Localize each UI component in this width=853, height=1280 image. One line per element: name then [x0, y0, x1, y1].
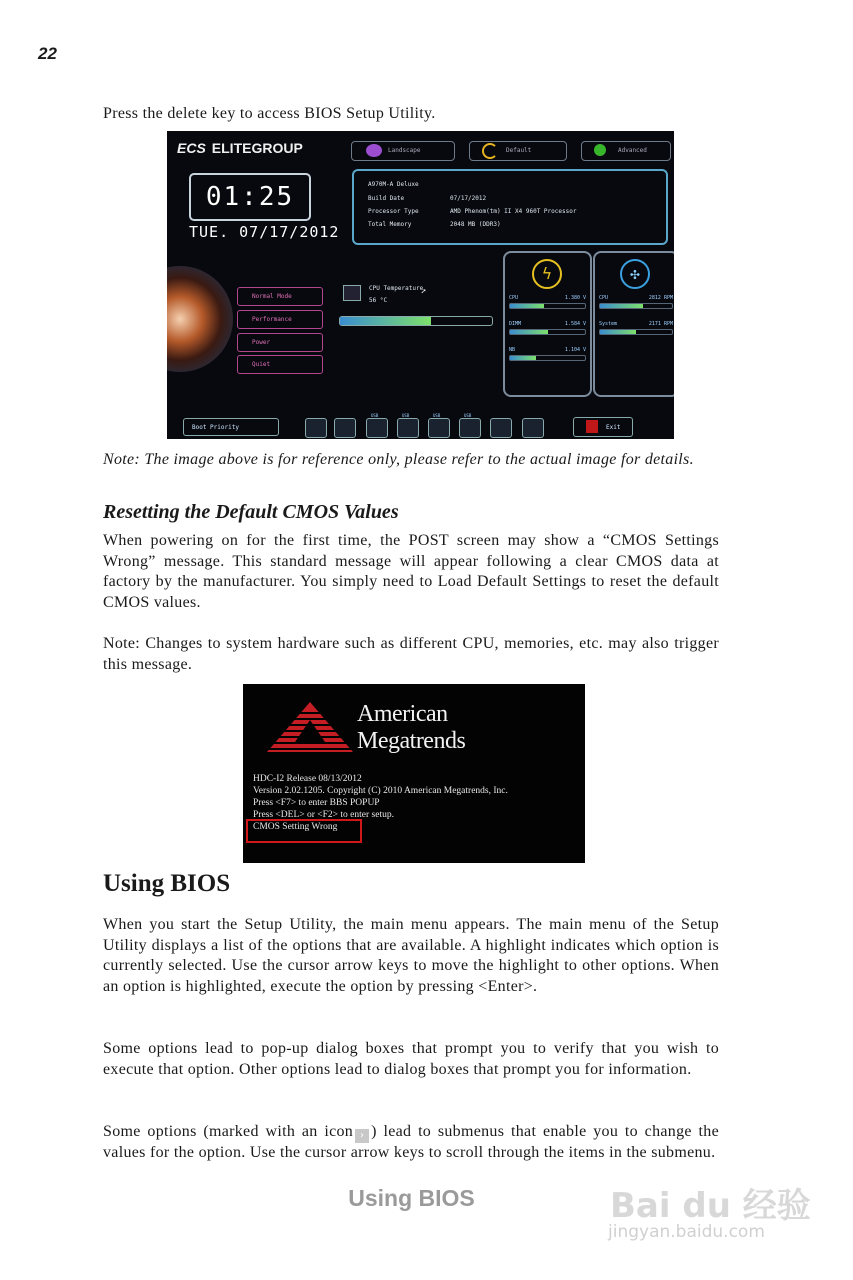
exit-button: Exit	[573, 417, 633, 437]
ami-brand: American Megatrends	[357, 701, 466, 754]
image-note: Note: The image above is for reference only, please refer to the actual image for details.	[103, 451, 694, 468]
usb-label: USB	[433, 413, 441, 418]
voltage-value: 1.380 V	[564, 295, 586, 301]
board-name: A970M-A Deluxe	[368, 181, 419, 188]
date-display: TUE. 07/17/2012	[189, 223, 340, 241]
mode-power: Power	[237, 333, 323, 352]
bios-screenshot	[167, 131, 674, 439]
ecs-logo: ECS	[177, 140, 206, 156]
bios-brand: ECS ELITEGROUP	[177, 140, 303, 156]
fan-value: 2812 RPM	[648, 295, 673, 301]
info-label: Processor Type	[368, 208, 419, 215]
mode-dial	[167, 266, 233, 372]
usb-label: USB	[402, 413, 410, 418]
voltage-bar-fill	[510, 356, 536, 360]
cmos-paragraph-1: When powering on for the first time, the POST screen may show a “CMOS Settings Wrong” message. This standard message will appear following a clear CMOS data at factory by the manufacturer. You simply need to Load Default Settings to reset the default CMOS values.	[103, 532, 719, 611]
cpu-temp-value: 56 °C	[369, 297, 388, 304]
fan-name: CPU	[599, 295, 609, 301]
mode-quiet: Quiet	[237, 355, 323, 374]
usb-hdd-icon	[428, 418, 450, 438]
ami-post-screenshot	[243, 684, 585, 863]
fan-name: System	[599, 321, 618, 327]
ami-logo-icon	[267, 702, 353, 754]
landscape-button: Landscape	[351, 141, 455, 161]
usb-label: USB	[464, 413, 472, 418]
default-button: Default	[469, 141, 567, 161]
info-value: 07/17/2012	[450, 195, 487, 202]
fan-icon: ✣	[620, 259, 650, 289]
voltage-bar	[509, 303, 586, 309]
usb-floppy-icon	[366, 418, 388, 438]
post-line-cmos: CMOS Setting Wrong	[253, 822, 338, 832]
voltage-bar-fill	[510, 304, 544, 308]
hdd-icon	[305, 418, 327, 438]
refresh-icon	[482, 143, 498, 159]
using-paragraph-3: Some options (marked with an icon › ) lead to submenus that enable you to change the values for the option. Use the cursor arrow keys to scroll through the items in the submenu.	[103, 1123, 719, 1161]
mouse-cursor-icon: ➚	[421, 287, 426, 296]
voltage-name: DIMM	[509, 321, 522, 327]
cpu-temp-bar-fill	[340, 317, 431, 325]
watermark-url: jingyan.baidu.com	[608, 1222, 765, 1242]
post-line: HDC-I2 Release 08/13/2012	[253, 774, 362, 784]
section-heading-cmos: Resetting the Default CMOS Values	[103, 501, 399, 523]
system-info-panel	[352, 169, 668, 245]
voltage-name: CPU	[509, 295, 519, 301]
cpu-temp-label: CPU Temperature	[369, 285, 424, 292]
usb-key-icon	[459, 418, 481, 438]
page-number: 22	[38, 44, 57, 63]
submenu-icon: ›	[355, 1129, 369, 1143]
fan-bar-fill	[600, 304, 643, 308]
using-paragraph-2: Some options lead to pop-up dialog boxes that prompt you to verify that you wish to execute that option. Other options lead to dialog boxes that prompt you for information.	[103, 1040, 719, 1078]
mode-normal: Normal Mode	[237, 287, 323, 306]
section-heading-using-bios: Using BIOS	[103, 870, 231, 897]
gear-icon	[594, 144, 606, 156]
network-icon	[490, 418, 512, 438]
voltage-bar	[509, 329, 586, 335]
efi-icon	[522, 418, 544, 438]
post-line: Version 2.02.1205. Copyright (C) 2010 American Megatrends, Inc.	[253, 786, 508, 796]
usb-label: USB	[371, 413, 379, 418]
cmos-paragraph-2: Note: Changes to system hardware such as different CPU, memories, etc. may also trigger this message.	[103, 635, 719, 673]
info-value: AMD Phenom(tm) II X4 960T Processor	[450, 208, 577, 215]
voltage-value: 1.104 V	[564, 347, 586, 353]
mode-performance: Performance	[237, 310, 323, 329]
fan-bar	[599, 329, 673, 335]
footer-title: Using BIOS	[348, 1185, 475, 1211]
using-paragraph-1: When you start the Setup Utility, the main menu appears. The main menu of the Setup Utility displays a list of the options that are available. A highlight indicates which option is currently selected. Use the cursor arrow keys to move the highlight to other options. When an option is highlighted, execute the option by pressing <Enter>.	[103, 916, 719, 995]
voltage-value: 1.584 V	[564, 321, 586, 327]
voltage-panel	[503, 251, 592, 397]
usb-cd-icon	[397, 418, 419, 438]
post-line: Press <F7> to enter BBS POPUP	[253, 798, 380, 808]
landscape-icon	[366, 144, 382, 157]
clock-display: 01:25	[189, 173, 311, 221]
cpu-chip-icon	[343, 285, 361, 301]
advanced-button: Advanced	[581, 141, 671, 161]
watermark-logo: Bai du 经验	[610, 1186, 811, 1226]
info-label: Total Memory	[368, 221, 412, 228]
fan-value: 2171 RPM	[648, 321, 673, 327]
fan-bar	[599, 303, 673, 309]
lightning-icon: ϟ	[532, 259, 562, 289]
info-value: 2048 MB (DDR3)	[450, 221, 501, 228]
fan-panel	[593, 251, 674, 397]
voltage-name: NB	[509, 347, 516, 353]
intro-text: Press the delete key to access BIOS Setup Utility.	[103, 105, 436, 122]
fan-bar-fill	[600, 330, 636, 334]
boot-priority-label: Boot Priority	[183, 418, 279, 436]
exit-icon	[586, 420, 598, 433]
info-label: Build Date	[368, 195, 405, 202]
voltage-bar	[509, 355, 586, 361]
highlight-box	[246, 819, 362, 843]
voltage-bar-fill	[510, 330, 548, 334]
post-line: Press <DEL> or <F2> to enter setup.	[253, 810, 394, 820]
cd-icon	[334, 418, 356, 438]
cpu-temp-bar	[339, 316, 493, 326]
